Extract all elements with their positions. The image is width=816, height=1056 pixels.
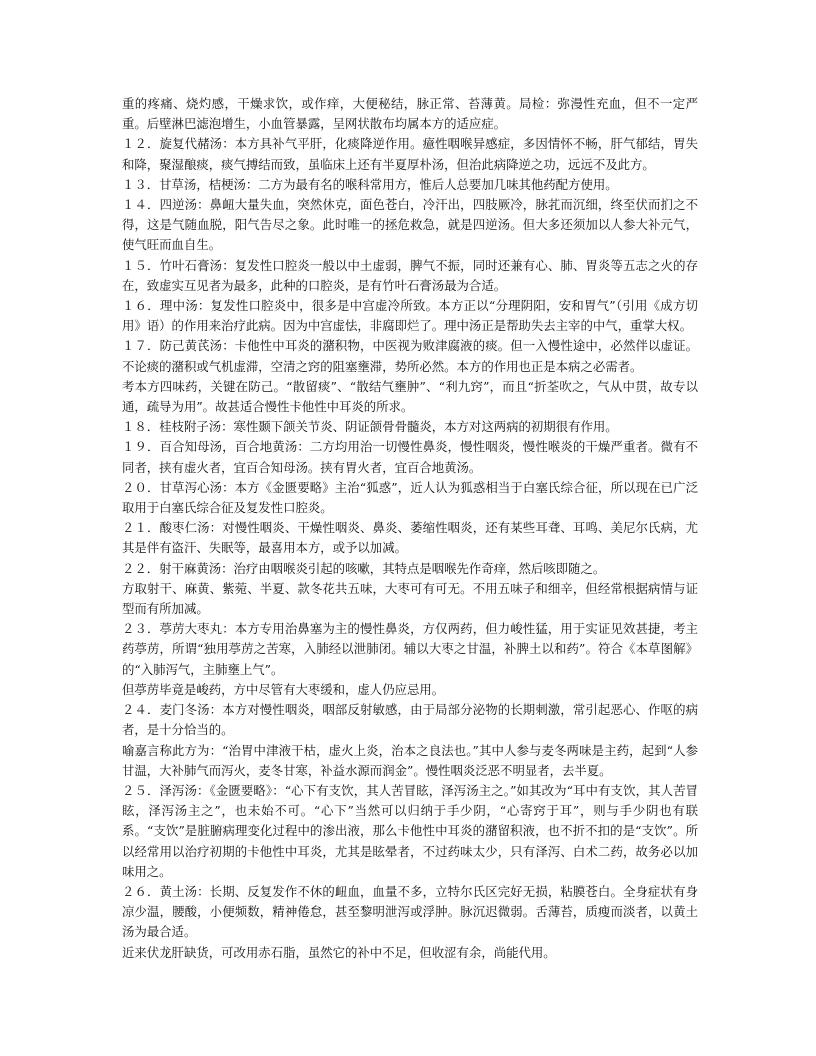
paragraph-item-17: １７．防己黄芪汤：卡他性中耳炎的潴积物，中医视为败津腐液的痰。但一入慢性途中，必然伴以虚证。不论痰的潴积或气机虚滞，空清之窍的阻塞壅滞，势所必然。本方的作用也正是本病之必需者。 [122, 338, 698, 374]
paragraph-item-18: １８．桂枝附子汤：寒性颞下颌关节炎、阴证颌骨骨髓炎，本方对这两病的初期很有作用。 [122, 419, 618, 435]
paragraph-item-19: １９．百合知母汤，百合地黄汤：二方均用治一切慢性鼻炎，慢性咽炎，慢性喉炎的干燥严重者。微有不同者，挟有虚火者，宜百合知母汤。挟有胃火者，宜百合地黄汤。 [122, 439, 698, 475]
paragraph-item-17-note: 考本方四味药，关键在防己。“散留痰”、“散结气壅肿”、“利九窍”，而且“折荃吹之，气从中贯，故专以通，疏导为用”。故甚适合慢性卡他性中耳炎的所求。 [122, 378, 698, 415]
paragraph-item-26: ２６．黄土汤：长期、反复发作不休的衄血，血量不多，立特尔氏区完好无损，粘膜苍白。全身症状有身凉少温，腰酸，小便频数，精神倦怠，甚至黎明泄泻或浮肿。脉沉迟微弱。舌薄苔，质瘦而淡者，以黄土汤为最合适。 [122, 883, 698, 940]
paragraph-item-16: １６．理中汤：复发性口腔炎中，很多是中宫虚冷所致。本方正以“分理阴阳，安和胃气”（引用《成方切用》语）的作用来治疗此病。因为中宫虚怯，非腐即烂了。理中汤正是帮助失去主宰的中气，重掌大权。 [122, 298, 698, 334]
paragraph-item-21: ２１．酸枣仁汤：对慢性咽炎、干燥性咽炎、鼻炎、萎缩性咽炎，还有某些耳聋、耳鸣、美尼尔氏病，尤其是伴有盗汗、失眠等，最喜用本方，或予以加减。 [122, 520, 698, 556]
paragraph-item-25: ２５．泽泻汤：《金匮要略》：“心下有支饮，其人苦冒眩，泽泻汤主之。”如其改为“耳中有支饮，其人苦冒眩，泽泻汤主之”，也未始不可。“心下”当然可以归纳于手少阴，“心寄窍于耳”，则与手少阴也有联系。“支饮”是脏腑病理变化过程中的渗出液，那么卡他性中耳炎的潴留积液，也不折不扣的是“支饮”。所以经常用以治疗初期的卡他性中耳炎，尤其是眩晕者，不过药味太少，只有泽泻、白术二药，故务必以加味用之。 [122, 782, 698, 879]
paragraph-item-26-note: 近来伏龙肝缺货，可改用赤石脂，虽然它的补中不足，但收涩有余，尚能代用。 [122, 944, 556, 960]
paragraph-item-15: １５．竹叶石膏汤：复发性口腔炎一般以中土虚弱，脾气不振，同时还兼有心、肺、胃炎等五志之火的存在，致虚实互见者为最多，此种的口腔炎，是有竹叶石膏汤最为合适。 [122, 257, 698, 293]
paragraph-item-24-note: 喻嘉言称此方为：“治胃中津液干枯，虚火上炎，治本之良法也。”其中人参与麦冬两味是主药，起到“人参甘温，大补肺气而泻火，麦冬甘寒，补益水源而润金”。慢性咽炎泛恶不明显者，去半夏。 [122, 742, 698, 778]
paragraph-item-14: １４．四逆汤：鼻衄大量失血，突然休克，面色苍白，冷汗出，四肢厥冷，脉芤而沉细，终至伏而扪之不得，这是气随血脱，阳气告尽之象。此时唯一的拯危救急，就是四逆汤。但大多还须加以人参大补元气，使气旺而血自生。 [122, 197, 698, 253]
paragraph-item-22: ２２．射干麻黄汤：治疗由咽喉炎引起的咳嗽，其特点是咽喉先作奇痒，然后咳即随之。 [122, 560, 606, 576]
document-page [122, 94, 698, 963]
paragraph-item-20: ２０．甘草泻心汤：本方《金匮要略》主治“狐惑”，近人认为狐惑相当于白塞氏综合征，所以现在已广泛取用于白塞氏综合征及复发性口腔炎。 [122, 479, 698, 516]
paragraph-continuation: 重的疼痛、烧灼感，干燥求饮，或作痒，大便秘结，脉正常、苔薄黄。局检：弥漫性充血，但不一定严重。后壁淋巴滤泡增生，小血管暴露，呈网状散布均属本方的适应症。 [122, 96, 698, 132]
paragraph-item-23-note: 但葶苈毕竟是峻药，方中尽管有大枣缓和，虚人仍应忌用。 [122, 681, 445, 697]
paragraph-item-23: ２３．葶苈大枣丸：本方专用治鼻塞为主的慢性鼻炎，方仅两药，但力峻性猛，用于实证见效甚捷，考主药葶苈，所谓“独用葶苈之苦寒，入肺经以泄肺闭。辅以大枣之甘温，补脾土以和药”。符合《本草图解》的“入肺泻气，主肺壅上气”。 [122, 621, 698, 677]
paragraph-item-13: １３．甘草汤，桔梗汤：二方为最有名的喉科常用方，惟后人总要加几味其他药配方使用。 [122, 176, 618, 192]
paragraph-item-22-note: 方取射干、麻黄、紫菀、半夏、款冬花共五味，大枣可有可无。不用五味子和细辛，但经常根据病情与证型而有所加减。 [122, 580, 698, 617]
paragraph-item-12: １２．旋复代赭汤：本方具补气平肝，化痰降逆作用。癔性咽喉异感症，多因情怀不畅，肝气郁结，胃失和降，聚湿酿痰，痰气搏结而致，虽临床上还有半夏厚朴汤，但治此病降逆之功，远远不及此方。 [122, 136, 698, 172]
paragraph-item-24: ２４．麦门冬汤：本方对慢性咽炎，咽部反射敏感，由于局部分泌物的长期刺激，常引起恶心、作呕的病者，是十分恰当的。 [122, 702, 698, 738]
